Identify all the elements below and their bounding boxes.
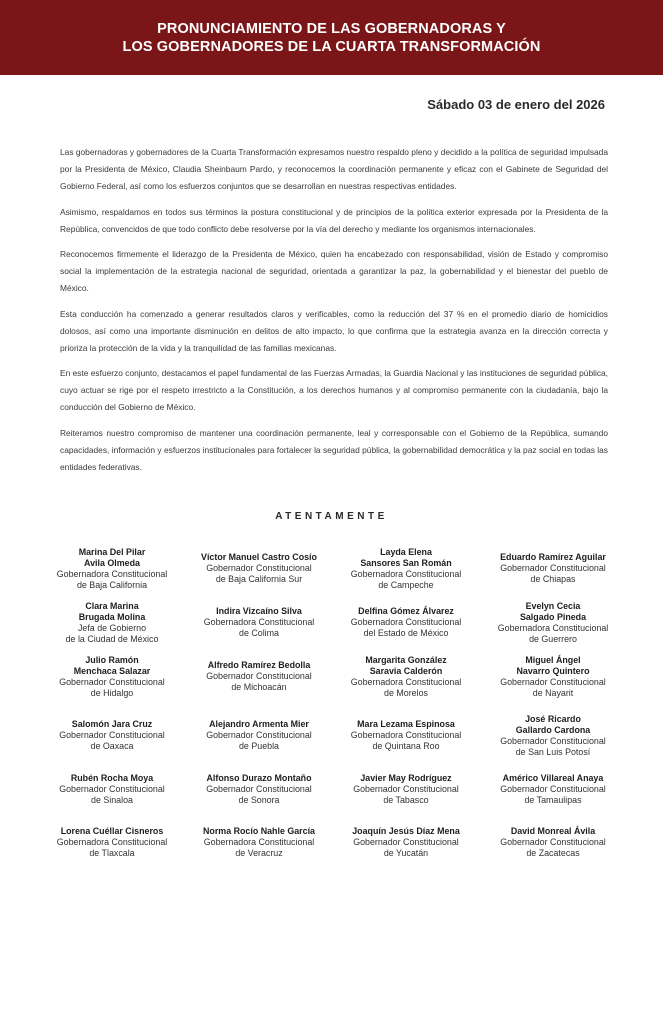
signatory-title: Gobernador Constitucional	[353, 784, 459, 794]
signatory-name: Julio Ramón	[85, 655, 139, 665]
signatory-title: de Oaxaca	[90, 741, 134, 751]
signatory-title: Gobernador Constitucional	[206, 563, 312, 573]
signatory-title: de Puebla	[239, 741, 279, 751]
signatory-name: Menchaca Salazar	[73, 666, 151, 676]
signatory-title: Gobernadora Constitucional	[350, 617, 462, 627]
signatory-name: Marina Del Pilar	[78, 547, 146, 557]
signatory	[336, 655, 476, 699]
closing-atentamente: ATENTAMENTE	[275, 511, 388, 522]
signatory-name: José Ricardo	[525, 714, 581, 724]
signatory-title: Gobernador Constitucional	[206, 730, 312, 740]
header-title-line-1: PRONUNCIAMIENTO DE LAS GOBERNADORAS Y	[157, 20, 506, 37]
signatory-name: Miguel Ángel	[525, 655, 581, 665]
signatory-name: Saravia Calderón	[369, 666, 443, 676]
signatory	[42, 601, 182, 645]
signatory-title: Gobernadora Constitucional	[497, 623, 609, 633]
signatory	[189, 773, 329, 806]
signatory	[189, 552, 329, 585]
signatory-title: Gobernador Constitucional	[500, 563, 606, 573]
signatory-name: Javier May Rodríguez	[360, 773, 452, 783]
header-banner	[0, 0, 663, 75]
signatory	[483, 552, 623, 585]
signatory-title: Gobernador Constitucional	[500, 736, 606, 746]
signatory-title: Gobernador Constitucional	[353, 837, 459, 847]
paragraph: Las gobernadoras y gobernadores de la Cuarta Transformación expresamos nuestro respaldo pleno y decidido a la política de seguridad impulsada por la Presidenta de México, Claudia Sheinbaum Pardo, y reconocemos la coordinación permanente y eficaz con el Gabinete de Seguridad del Gobierno Federal, así como los esfuerzos conjuntos que se desarrollan en nuestras respectivas entidades.	[60, 147, 608, 191]
signatory-name: Salgado Pineda	[519, 612, 587, 622]
signatory-name: Avila Olmeda	[84, 558, 140, 568]
signatory-title: Gobernadora Constitucional	[350, 730, 462, 740]
signatory-title: de Yucatán	[383, 848, 429, 858]
signatory	[42, 655, 182, 699]
signatory-title: de Tamaulipas	[524, 795, 582, 805]
signatory-name: Alfonso Durazo Montaño	[206, 773, 312, 783]
signatory-title: de Veracruz	[235, 848, 283, 858]
signatory-title: Gobernadora Constitucional	[56, 569, 168, 579]
signatory-name: Gallardo Cardona	[515, 725, 591, 735]
signatory-title: Gobernadora Constitucional	[56, 837, 168, 847]
signatory-name: Margarita González	[365, 655, 447, 665]
signatory	[336, 547, 476, 591]
signatory	[483, 773, 623, 806]
signatory-name: Rubén Rocha Moya	[70, 773, 154, 783]
signatory-title: de Quintana Roo	[372, 741, 440, 751]
header-title-line-2: LOS GOBERNADORES DE LA CUARTA TRANSFORMACIÓN	[122, 38, 541, 55]
paragraph: Reiteramos nuestro compromiso de mantener una coordinación permanente, leal y corresponsable con el Gobierno de la República, sumando capacidades, información y esfuerzos institucionales para fortalecer la seguridad pública, la gobernabilidad democrática y la paz social en todas las entidades federativas.	[60, 427, 608, 472]
signatory-title: Gobernador Constitucional	[500, 677, 606, 687]
signatory-name: Sansores San Román	[360, 558, 452, 568]
signatory-title: de la Ciudad de México	[65, 634, 159, 644]
signatory-title: de Chiapas	[530, 574, 576, 584]
signatory-title: de Sinaloa	[91, 795, 133, 805]
signatory	[336, 719, 476, 752]
paragraph: Reconocemos firmemente el liderazgo de la Presidenta de México, quien ha encabezado con responsabilidad, visión de Estado y compromiso social la implementación de la estrategia nacional de seguridad, orientada a garantizar la paz, la gobernabilidad y el bienestar del pueblo de México.	[60, 249, 608, 293]
signatory	[189, 826, 329, 859]
signatory-name: Alfredo Ramírez Bedolla	[207, 660, 311, 670]
signatory	[483, 655, 623, 699]
signatory-title: de Baja California	[76, 580, 148, 590]
signatory-name: David Monreal Ávila	[510, 826, 596, 836]
signatory-title: Gobernador Constitucional	[59, 784, 165, 794]
signatory-title: Gobernadora Constitucional	[350, 677, 462, 687]
signatory-name: Delfina Gómez Álvarez	[358, 606, 454, 616]
signatory-name: Layda Elena	[380, 547, 432, 557]
signatory-name: Joaquín Jesús Díaz Mena	[352, 826, 460, 836]
signatory	[336, 606, 476, 639]
signatory	[42, 547, 182, 591]
signatory-name: Mara Lezama Espinosa	[357, 719, 455, 729]
signatory-title: Gobernador Constitucional	[59, 730, 165, 740]
signatory	[42, 719, 182, 752]
signatory-title: Gobernador Constitucional	[206, 784, 312, 794]
signatory	[483, 714, 623, 758]
signatory	[336, 826, 476, 859]
signatory-name: Eduardo Ramírez Aguilar	[500, 552, 606, 562]
signatory-name: Lorena Cuéllar Cisneros	[60, 826, 164, 836]
signatory	[42, 773, 182, 806]
signatory-name: Clara Marina	[85, 601, 139, 611]
signatory-title: Gobernadora Constitucional	[350, 569, 462, 579]
signatory-title: de Tabasco	[383, 795, 429, 805]
signatory	[483, 826, 623, 859]
signatory-name: Navarro Quintero	[516, 666, 590, 676]
signatory-title: Jefa de Gobierno	[77, 623, 147, 633]
signatory-name: Américo Villareal Anaya	[502, 773, 604, 783]
signatory-name: Norma Rocío Nahle García	[203, 826, 315, 836]
signatory-name: Evelyn Cecia	[525, 601, 581, 611]
signatory	[42, 826, 182, 859]
signatory-title: de Hidalgo	[90, 688, 134, 698]
signatory-title: Gobernador Constitucional	[500, 784, 606, 794]
signatory-title: de Colima	[239, 628, 279, 638]
signatory-name: Salomón Jara Cruz	[71, 719, 153, 729]
signatory	[336, 773, 476, 806]
signatory-name: Brugada Molina	[78, 612, 146, 622]
signatory-title: de Nayarit	[532, 688, 574, 698]
paragraph: Esta conducción ha comenzado a generar resultados claros y verificables, como la reducción del 37 % en el promedio diario de homicidios dolosos, así como una importante disminución en delitos de alto impacto, lo que confirma que la estrategia avanza en la dirección correcta y prioriza la protección de la vida y la tranquilidad de las familias mexicanas.	[60, 308, 608, 353]
paragraph: En este esfuerzo conjunto, destacamos el papel fundamental de las Fuerzas Armadas, la Guardia Nacional y las instituciones de seguridad pública, cuyo actuar se rige por el respeto irrestricto a la Constitución, a los derechos humanos y al compromiso permanente con la ciudadanía, bajo la conducción del Gobierno de México.	[60, 368, 608, 412]
signatory-title: de Campeche	[378, 580, 434, 590]
signatory-name: Alejandro Armenta Mier	[209, 719, 309, 729]
signatory-title: Gobernador Constitucional	[206, 671, 312, 681]
signatory-title: de Morelos	[384, 688, 428, 698]
signatory-name: Indira Vizcaíno Silva	[216, 606, 302, 616]
signatory-title: de Zacatecas	[526, 848, 580, 858]
signatory-title: de Sonora	[238, 795, 280, 805]
signatory-title: Gobernador Constitucional	[500, 837, 606, 847]
signatory	[189, 719, 329, 752]
signatory-title: de Tlaxcala	[89, 848, 135, 858]
signatory-title: del Estado de México	[363, 628, 449, 638]
document-date: Sábado 03 de enero del 2026	[427, 97, 605, 112]
signatory	[483, 601, 623, 645]
signatory-title: Gobernadora Constitucional	[203, 617, 315, 627]
signatory-name: Víctor Manuel Castro Cosío	[201, 552, 317, 562]
signatory-title: Gobernador Constitucional	[59, 677, 165, 687]
document-body	[60, 144, 608, 484]
signatory-title: de Guerrero	[529, 634, 577, 644]
signatory	[189, 606, 329, 639]
signatory-title: de San Luis Potosí	[515, 747, 591, 757]
signatory-title: de Baja California Sur	[215, 574, 303, 584]
signatory-title: Gobernadora Constitucional	[203, 837, 315, 847]
paragraph: Asimismo, respaldamos en todos sus términos la postura constitucional y de principios de la política exterior expresada por la Presidenta de la República, convencidos de que todo conflicto debe resolverse por la vía del derecho y mediante los organismos internacionales.	[60, 206, 608, 234]
signatory	[189, 660, 329, 693]
signatory-title: de Michoacán	[231, 682, 287, 692]
